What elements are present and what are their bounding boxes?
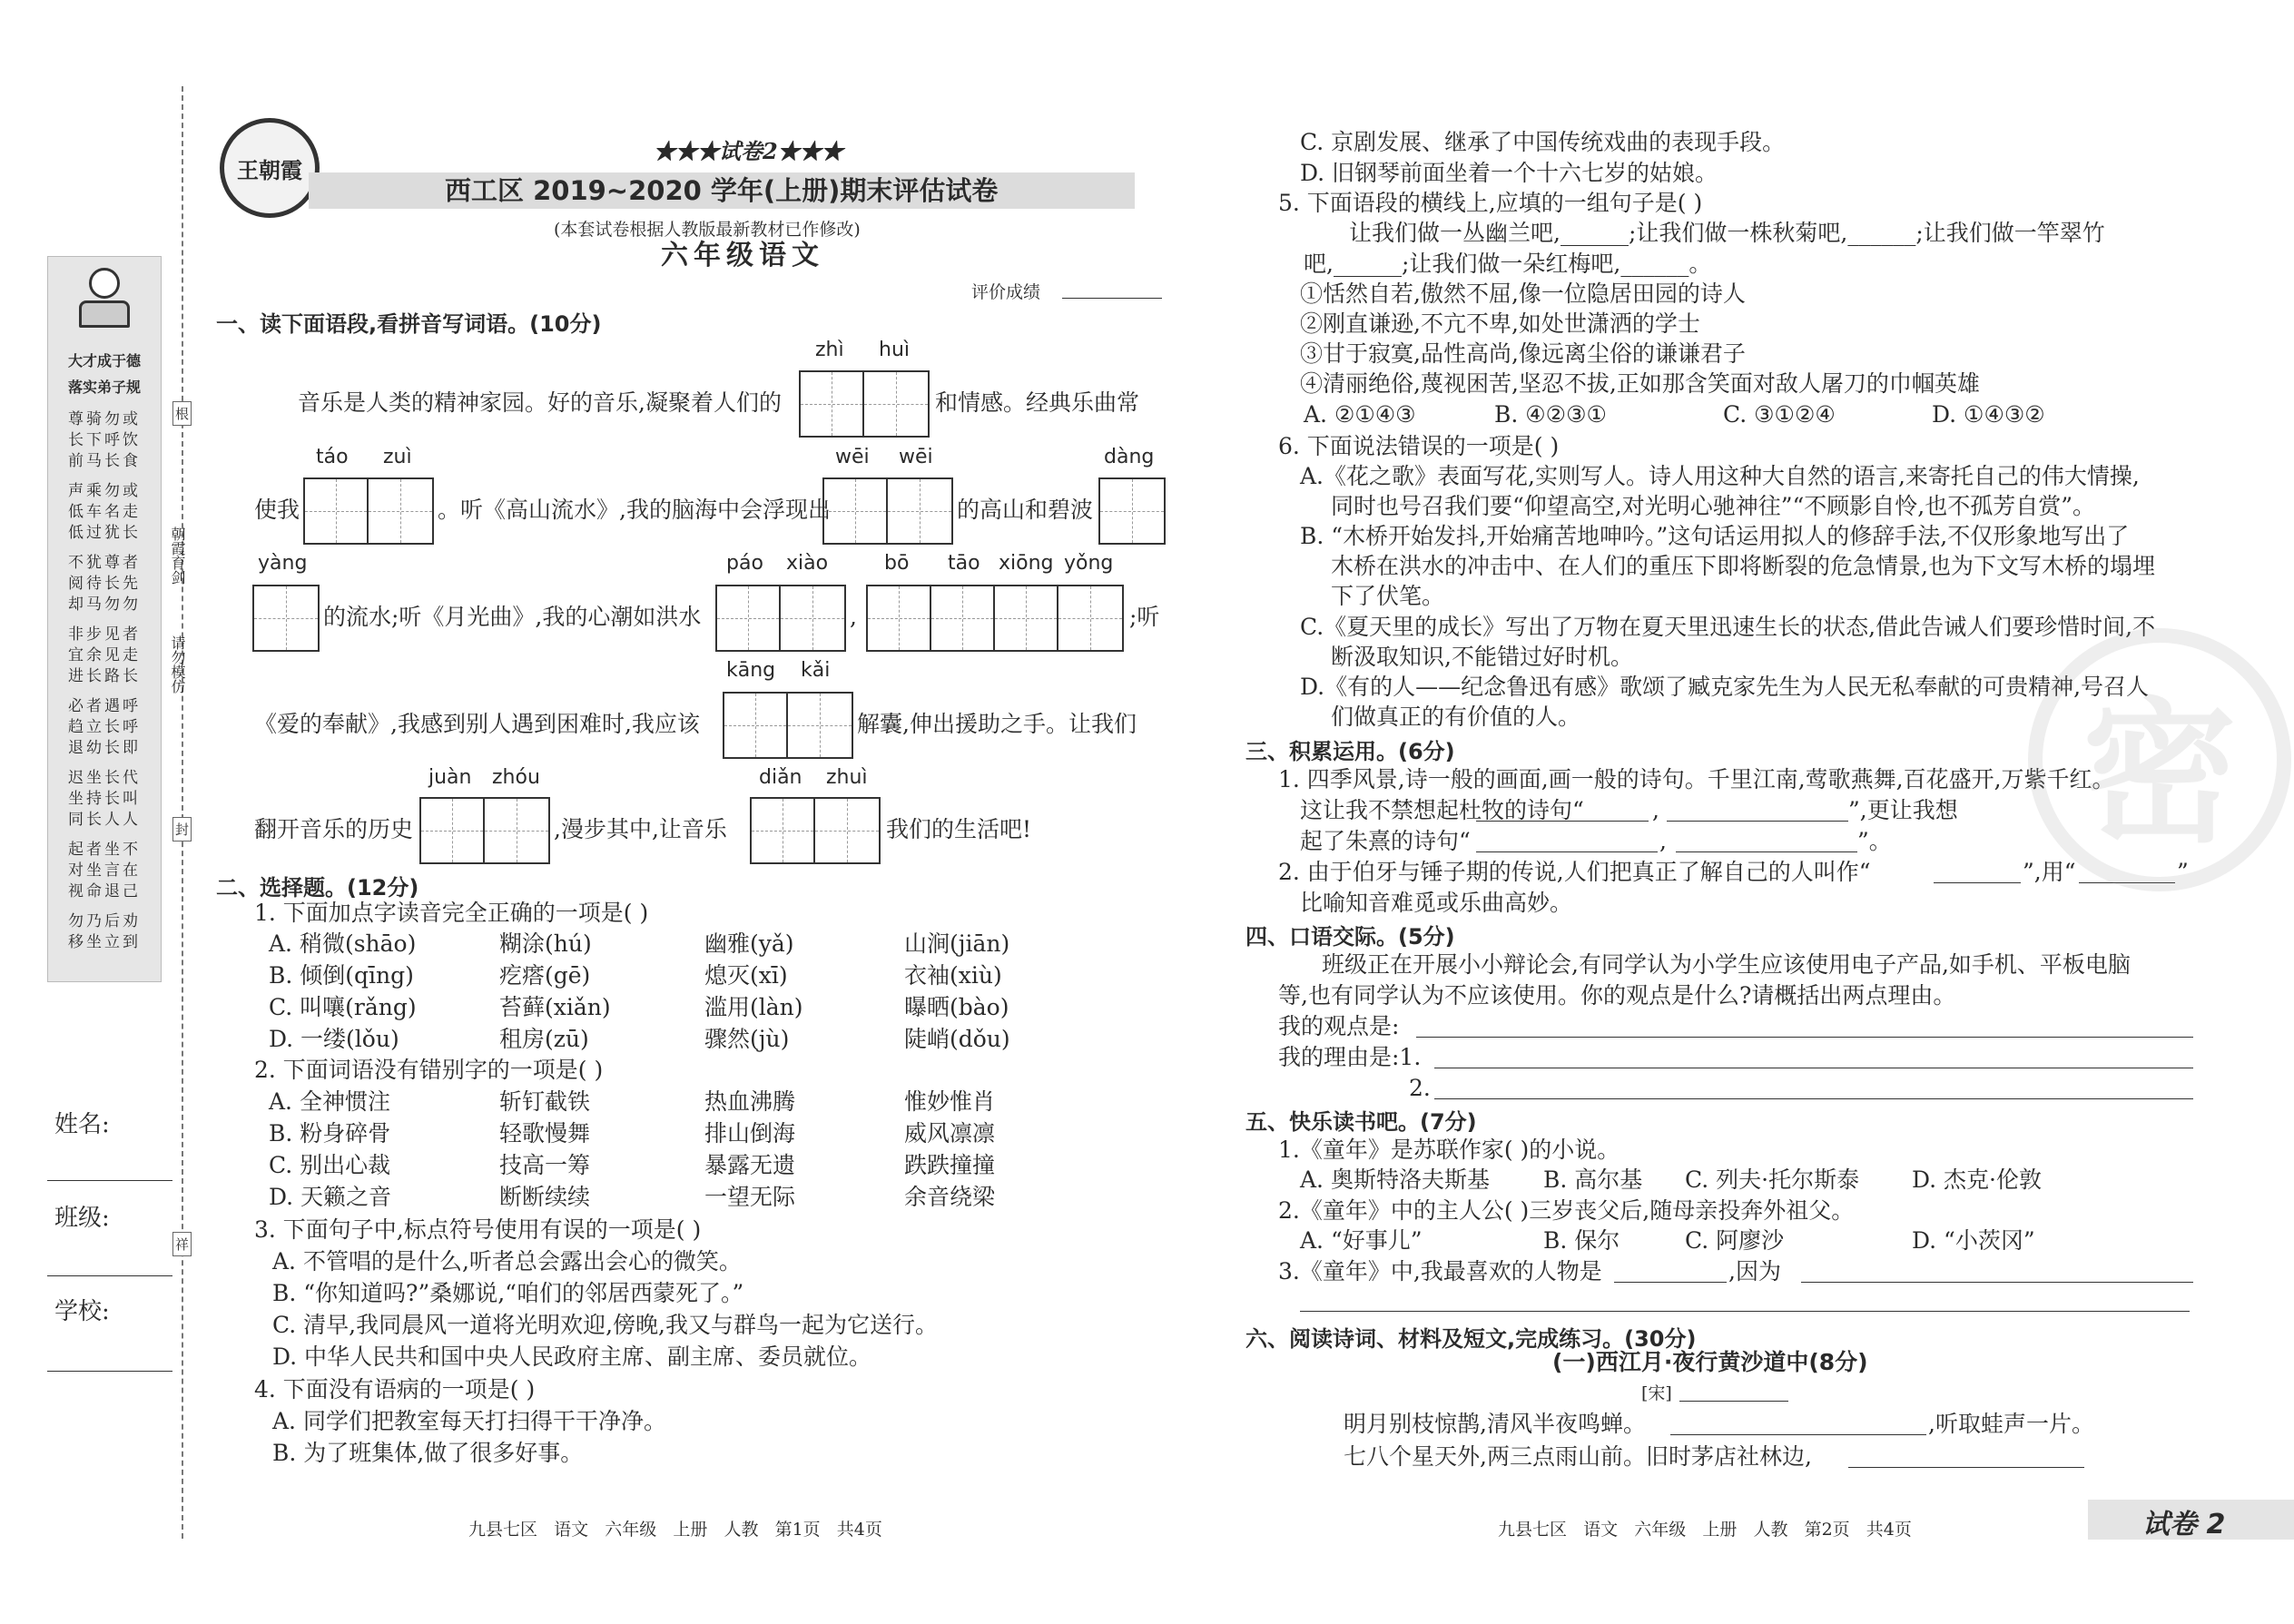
q2opts-r2-c3: 跌跌撞撞 [904, 1152, 996, 1178]
sidebar-rule-line: 必者遇呼 [68, 697, 141, 715]
poem-dynasty: [宋] [1641, 1383, 1672, 1403]
answer-box-juanzhou[interactable] [419, 797, 550, 864]
q2opts-r3-c1: 断断续续 [499, 1184, 591, 1210]
pinyin-wei2: wēi [899, 446, 933, 468]
pinyin-pao: páo [726, 552, 763, 575]
binding-dashed-line [182, 86, 183, 1539]
poem-line-1b: ,听取蛙声一片。 [1928, 1411, 2094, 1437]
s1-text-5b: ,漫步其中,让音乐 [554, 816, 727, 842]
q2opts-r2-c2: 暴露无遗 [704, 1152, 796, 1178]
q2opts-r2-c0: C. 别出心裁 [269, 1152, 391, 1178]
stamp-text: 密 [2082, 682, 2237, 864]
logo-text: 王朝霞 [237, 156, 302, 183]
q1opts-r2-c2: 滥用(làn) [704, 994, 803, 1020]
pinyin-juan: juàn [428, 766, 472, 789]
q5-item-2: ②刚直谦逊,不亢不卑,如处世潇洒的学士 [1300, 310, 1700, 337]
s5-q1-c: C. 列夫·托尔斯泰 [1685, 1166, 1860, 1193]
poem-author-blank[interactable] [1679, 1401, 1788, 1402]
vertical-note-1: 朝霞育剑 [169, 527, 186, 585]
pinyin-kang: kāng [726, 659, 776, 682]
score-label: 评价成绩 [971, 282, 1041, 302]
sidebar-rule-line: 声乘勿或 [68, 482, 141, 500]
answer-box-zhihui[interactable] [799, 370, 930, 438]
q5-stem: 5. 下面语段的横线上,应填的一组句子是( ) [1278, 190, 1703, 216]
school-label: 学校: [54, 1298, 110, 1325]
answer-box-dang[interactable] [1098, 477, 1166, 545]
sidebar-rule-line: 起者坐不 [68, 841, 141, 859]
answer-box-dianzhui[interactable] [750, 797, 881, 864]
q3-option-c: C. 清早,我同晨风一道将光明欢迎,傍晚,我又与群鸟一起为它送行。 [272, 1312, 938, 1338]
pinyin-yong: yǒng [1064, 552, 1114, 575]
q5-option-c: C. ③①②④ [1723, 401, 1836, 428]
sidebar-rule-line: 不犹尊者 [68, 554, 141, 572]
paper-tag: ★★★试卷2★★★ [654, 138, 843, 164]
pinyin-dang: dàng [1104, 446, 1155, 468]
binding-tag-1: 根 [172, 401, 192, 426]
footer-left: 九县七区 语文 六年级 上册 人教 第1页 共4页 [468, 1520, 882, 1540]
answer-box-yang[interactable] [252, 585, 320, 652]
pinyin-hui: huì [879, 339, 910, 361]
section5-heading: 五、快乐读书吧。(7分) [1245, 1109, 1477, 1135]
poem-line-2a: 七八个星天外,两三点雨山前。旧时茅店社林边, [1344, 1443, 1812, 1470]
s4-reason-label-2: 2. [1409, 1075, 1431, 1101]
sidebar-rule-line: 阅待长先 [68, 575, 141, 593]
s3-q2-a: 2. 由于伯牙与锤子期的传说,人们把真正了解自己的人叫作“ [1278, 859, 1871, 885]
q1opts-r3-c3: 陡峭(dǒu) [904, 1026, 1010, 1052]
q6-c-1: C.《夏天里的成长》写出了万物在夏天里迅速生长的状态,借此告诫人们要珍惜时间,不 [1300, 614, 2156, 640]
answer-box-kangkai[interactable] [723, 692, 853, 759]
sidebar-rule-line: 同长人人 [68, 811, 141, 829]
sidebar-rule-line: 视命退己 [68, 882, 141, 901]
pinyin-tao: táo [316, 446, 349, 468]
q1-stem: 1. 下面加点字读音完全正确的一项是( ) [254, 900, 649, 926]
sidebar-rule-line: 非步见者 [68, 625, 141, 644]
s5-q1-b: B. 高尔基 [1543, 1166, 1643, 1193]
sidebar-rule-line: 迟坐长代 [68, 769, 141, 787]
pinyin-yang: yàng [258, 552, 308, 575]
sidebar-rule-line: 尊骑勿或 [68, 410, 141, 428]
s1-text-4a: 《爱的奉献》,我感到别人遇到困难时,我应该 [254, 711, 700, 737]
q6-b-1: B. “木桥开始发抖,开始痛苦地呻吟。”这句话运用拟人的修辞手法,不仅形象地写出了 [1300, 523, 2130, 549]
s3-q1-line3b: ”。 [1857, 828, 1892, 854]
s1-text-2b: 。听《高山流水》,我的脑海中会浮现出 [438, 497, 831, 523]
q4-option-b: B. 为了班集体,做了很多好事。 [272, 1440, 584, 1466]
q6-stem: 6. 下面说法错误的一项是( ) [1278, 433, 1560, 459]
s4-opinion-label: 我的观点是: [1278, 1013, 1400, 1039]
q1opts-r1-c1: 疙瘩(gē) [499, 962, 591, 989]
s5-q3-b: ,因为 [1728, 1258, 1781, 1284]
pinyin-kai: kǎi [801, 659, 831, 682]
s4-text-1: 班级正在开展小小辩论会,有同学认为小学生应该使用电子产品,如手机、平板电脑 [1322, 951, 2131, 978]
q2opts-r1-c3: 威风凛凛 [904, 1120, 996, 1147]
s5-q3-blank-1[interactable] [1614, 1282, 1727, 1283]
s3-q2-d: 比喻知音难觅或乐曲高妙。 [1300, 890, 1573, 916]
s4-opinion-field[interactable] [1416, 1037, 2193, 1038]
q6-b-3: 下了伏笔。 [1331, 583, 1445, 609]
q1opts-r1-c0: B. 倾倒(qīng) [269, 962, 414, 989]
q5-item-4: ④清丽绝俗,蔑视困苦,坚忍不拔,正如那含笑面对敌人屠刀的巾帼英雄 [1300, 370, 1980, 397]
q1opts-r0-c0: A. 稍微(shāo) [269, 930, 417, 957]
class-field[interactable] [47, 1275, 172, 1276]
q2opts-r0-c1: 斩钉截铁 [499, 1088, 591, 1115]
s5-q2-b: B. 保尔 [1543, 1227, 1620, 1254]
q1opts-r1-c3: 衣袖(xiù) [904, 962, 1002, 989]
q1opts-r3-c0: D. 一缕(lǒu) [269, 1026, 399, 1052]
s3-q1-line2a: 这让我不禁想起杜牧的诗句“ [1300, 797, 1584, 823]
section6-heading: 六、阅读诗词、材料及短文,完成练习。(30分) [1245, 1326, 1697, 1352]
section3-heading: 三、积累运用。(6分) [1245, 739, 1455, 764]
q5-option-a: A. ②①④③ [1304, 401, 1416, 428]
poem-blank-2[interactable] [1848, 1467, 2084, 1468]
s1-text-5c: 我们的生活吧! [886, 816, 1032, 842]
s1-text-4b: 解囊,伸出援助之手。让我们 [857, 711, 1137, 737]
q6-a-2: 同时也号召我们要“仰望高空,对光明心驰神往”“不顾影自怜,也不孤芳自赏”。 [1331, 493, 2096, 519]
sidebar-motto-2: 落实弟子规 [67, 379, 141, 396]
sidebar-rule-line: 却马勿勿 [68, 595, 141, 614]
s3-q1-line1: 1. 四季风景,诗一般的画面,画一般的诗句。千里江南,莺歌燕舞,百花盛开,万紫千红。 [1278, 766, 2115, 792]
q2opts-r0-c0: A. 全神惯注 [269, 1088, 390, 1115]
s3-blank-1[interactable] [1476, 821, 1649, 822]
q6-d-2: 们做真正的有价值的人。 [1331, 704, 1581, 730]
answer-box-weiwei[interactable] [822, 477, 953, 545]
sidebar-rule-line: 长下呼饮 [68, 431, 141, 449]
s3-blank-2[interactable] [1667, 821, 1848, 822]
q2opts-r3-c3: 余音绕梁 [904, 1184, 996, 1210]
s4-text-2: 等,也有同学认为不应该使用。你的观点是什么?请概括出两点理由。 [1278, 982, 1956, 1009]
q6-b-2: 木桥在洪水的冲击中、在人们的重压下即将断裂的危急情景,也为下文写木桥的塌埋 [1331, 553, 2155, 579]
sidebar-rule-line: 勿乃后劝 [68, 912, 141, 930]
section4-heading: 四、口语交际。(5分) [1245, 924, 1455, 950]
name-field[interactable] [47, 1180, 172, 1181]
exam-subtitle: (本套试卷根据人教版最新教材已作修改) [554, 220, 861, 240]
s1-text-1a: 音乐是人类的精神家园。好的音乐,凝聚着人们的 [298, 389, 782, 416]
sidebar-panel [47, 256, 162, 982]
poem-blank-1[interactable] [1670, 1434, 1926, 1435]
vertical-note-2: 请勿模仿 [169, 635, 186, 694]
q4-option-d: D. 旧钢琴前面坐着一个十六七岁的姑娘。 [1300, 160, 1718, 186]
s1-text-3b: , [850, 604, 857, 630]
s5-q2-c: C. 阿廖沙 [1685, 1227, 1785, 1254]
section2-heading: 二、选择题。(12分) [216, 875, 419, 901]
q5-option-b: B. ④②③① [1494, 401, 1607, 428]
s5-q2: 2.《童年》中的主人公( )三岁丧父后,随母亲投奔外祖父。 [1278, 1197, 1855, 1224]
q2opts-r1-c0: B. 粉身碎骨 [269, 1120, 391, 1147]
s1-text-1b: 和情感。经典乐曲常 [935, 389, 1140, 416]
s5-q1-d: D. 杰克·伦敦 [1912, 1166, 2042, 1193]
sidebar-rule-line: 前马长食 [68, 452, 141, 470]
q5-item-3: ③甘于寂寞,品性高尚,像远离尘俗的谦谦君子 [1300, 340, 1746, 367]
sidebar-rule-line: 趋立长呼 [68, 718, 141, 736]
s3-q1-line2b: ”,更让我想 [1848, 797, 1958, 823]
q1opts-r3-c2: 骤然(jù) [704, 1026, 790, 1052]
pinyin-tao2: tāo [948, 552, 980, 575]
grade-subject: 六年级语文 [661, 240, 824, 271]
pinyin-dian: diǎn [759, 766, 802, 789]
q6-a-1: A.《花之歌》表面写花,实则写人。诗人用这种大自然的语言,来寄托自己的伟大情操, [1300, 463, 2140, 489]
q1opts-r2-c3: 曝晒(bào) [904, 994, 1009, 1020]
q1opts-r0-c3: 山涧(jiān) [904, 930, 1010, 957]
s5-q2-d: D. “小茨冈” [1912, 1227, 2035, 1254]
q2-stem: 2. 下面词语没有错别字的一项是( ) [254, 1057, 604, 1083]
s5-q3-a: 3.《童年》中,我最喜欢的人物是 [1278, 1258, 1602, 1284]
q3-option-b: B. “你知道吗?”桑娜说,“咱们的邻居西蒙死了。” [272, 1280, 744, 1306]
q4-option-c: C. 京剧发展、继承了中国传统戏曲的表现手段。 [1300, 129, 1786, 155]
binding-tag-3: 祥 [172, 1232, 192, 1256]
poem-title: (一)西江月·夜行黄沙道中(8分) [1552, 1349, 1868, 1375]
pinyin-xiong: xiōng [999, 552, 1054, 575]
s1-text-3a: 的流水;听《月光曲》,我的心潮如洪水 [323, 604, 702, 630]
school-field[interactable] [47, 1371, 172, 1372]
q6-d-1: D.《有的人——纪念鲁迅有感》歌颂了臧克家先生为人民无私奉献的可贵精神,号召人 [1300, 674, 2150, 700]
s1-text-2a: 使我 [254, 497, 300, 523]
q2opts-r3-c0: D. 天籁之音 [269, 1184, 392, 1210]
q5-option-d: D. ①④③② [1932, 401, 2045, 428]
q3-option-d: D. 中华人民共和国中央人民政府主席、副主席、委员就位。 [272, 1343, 872, 1370]
logo-badge [220, 118, 320, 218]
pinyin-zhou: zhóu [492, 766, 540, 789]
s3-blank-4[interactable] [1676, 851, 1857, 852]
answer-box-paoxiao[interactable] [715, 585, 846, 652]
q3-stem: 3. 下面句子中,标点符号使用有误的一项是( ) [254, 1216, 702, 1243]
sidebar-rule-line: 低车名走 [68, 503, 141, 521]
pinyin-zhi: zhì [815, 339, 844, 361]
confidential-stamp [2028, 628, 2291, 891]
q1opts-r1-c2: 熄灭(xī) [704, 962, 788, 989]
s4-reason-label-1: 我的理由是:1. [1278, 1044, 1422, 1070]
pinyin-xiao: xiào [786, 552, 829, 575]
sidebar-rule-line: 退幼长即 [68, 739, 141, 757]
sidebar-rule-line: 进长路长 [68, 667, 141, 685]
s3-q2-b: ”,用“ [2023, 859, 2076, 885]
q2opts-r1-c1: 轻歌慢舞 [499, 1120, 591, 1147]
q5-passage-1: 让我们做一丛幽兰吧,______;让我们做一株秋菊吧,______;让我们做一竿翠竹 [1349, 220, 2105, 246]
q1opts-r2-c1: 苔藓(xiǎn) [499, 994, 611, 1020]
q4-option-a: A. 同学们把教室每天打扫得干干净净。 [272, 1408, 666, 1434]
s3-comma-1: , [1652, 797, 1659, 823]
s5-q1: 1.《童年》是苏联作家( )的小说。 [1278, 1137, 1620, 1163]
name-label: 姓名: [54, 1111, 110, 1138]
exam-title: 西工区 2019~2020 学年(上册)期末评估试卷 [445, 175, 999, 206]
q2opts-r0-c3: 惟妙惟肖 [904, 1088, 996, 1115]
q2opts-r3-c2: 一望无际 [704, 1184, 796, 1210]
s5-q3-blank-2[interactable] [1801, 1282, 2193, 1283]
answer-box-taozui[interactable] [303, 477, 434, 545]
binding-tag-2: 封 [172, 817, 192, 842]
s3-comma-2: , [1659, 828, 1667, 854]
paper-tag-label: 试卷 2 [2142, 1509, 2226, 1540]
s3-q1-line3a: 起了朱熹的诗句“ [1300, 828, 1471, 854]
s3-q2-c: ” [2177, 859, 2189, 885]
q2opts-r2-c1: 技高一筹 [499, 1152, 591, 1178]
sidebar-rule-line: 移坐立到 [68, 933, 141, 951]
sidebar-rule-line: 对坐言在 [68, 861, 141, 880]
score-field[interactable] [1062, 298, 1162, 299]
s1-text-3c: ;听 [1129, 604, 1160, 630]
sidebar-rule-line: 宜余见走 [68, 646, 141, 664]
class-label: 班级: [54, 1205, 110, 1232]
pinyin-zhui: zhuì [826, 766, 868, 789]
q1opts-r2-c0: C. 叫嚷(rǎng) [269, 994, 417, 1020]
s5-q1-a: A. 奥斯特洛夫斯基 [1300, 1166, 1490, 1193]
sidebar-motto-1: 大才成于德 [67, 352, 141, 369]
q4-stem: 4. 下面没有语病的一项是( ) [254, 1376, 536, 1403]
q1opts-r3-c1: 租房(zū) [499, 1026, 589, 1052]
mascot-image [77, 268, 132, 331]
answer-box-botaoxiongyong[interactable] [866, 585, 1124, 652]
pinyin-bo: bō [884, 552, 910, 575]
q1opts-r0-c2: 幽雅(yǎ) [704, 930, 794, 957]
q5-passage-2: 吧,______;让我们做一朵红梅吧,______。 [1304, 251, 1712, 277]
poem-line-1a: 明月别枝惊鹊,清风半夜鸣蝉。 [1344, 1411, 1646, 1437]
sidebar-rules [54, 409, 155, 953]
s4-reason-field-2[interactable] [1434, 1098, 2193, 1099]
sidebar-rule-line: 低过犹长 [68, 524, 141, 542]
pinyin-zui: zuì [383, 446, 412, 468]
q2opts-r1-c2: 排山倒海 [704, 1120, 796, 1147]
s5-q3-blank-3[interactable] [1300, 1311, 2190, 1312]
s1-text-2c: 的高山和碧波 [957, 497, 1094, 523]
s3-blank-3[interactable] [1476, 851, 1658, 852]
pinyin-wei1: wēi [835, 446, 870, 468]
q5-item-1: ①恬然自若,傲然不屈,像一位隐居田园的诗人 [1300, 281, 1746, 307]
q3-option-a: A. 不管唱的是什么,听者总会露出会心的微笑。 [272, 1248, 742, 1275]
footer-right: 九县七区 语文 六年级 上册 人教 第2页 共4页 [1498, 1520, 1912, 1540]
s1-text-5a: 翻开音乐的历史 [254, 816, 414, 842]
q1opts-r0-c1: 糊涂(hú) [499, 930, 592, 957]
section1-heading: 一、读下面语段,看拼音写词语。(10分) [216, 311, 602, 337]
s5-q2-a: A. “好事儿” [1300, 1227, 1423, 1254]
sidebar-rule-line: 坐持长叫 [68, 790, 141, 808]
q2opts-r0-c2: 热血沸腾 [704, 1088, 796, 1115]
s3-blank-5[interactable] [1934, 882, 2021, 883]
q6-c-2: 断汲取知识,不能错过好时机。 [1331, 644, 1633, 670]
